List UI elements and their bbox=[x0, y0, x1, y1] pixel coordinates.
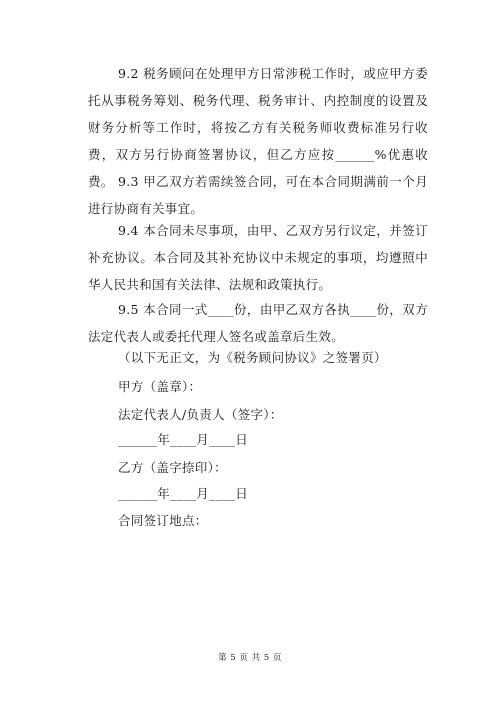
party-b-label: 乙方（盖字捺印）： bbox=[118, 460, 227, 475]
clause-9-2: 9.2 税务顾问在处理甲方日常涉税工作时，或应甲方委托从事税务筹划、税务代理、税务审计、内控制度的设置及财务分析等工作时，将按乙方有关税务师收费标准另行收费，双方另行协商签署协议，但乙方应按______%优惠收费。 bbox=[88, 66, 428, 189]
party-a-label: 甲方（盖章）： bbox=[118, 379, 202, 394]
party-a-date: ______年____月____日 bbox=[118, 432, 249, 447]
signing-place-label: 合同签订地点： bbox=[118, 513, 208, 528]
page-number-footer: 第 5 页 共 5 页 bbox=[218, 653, 282, 663]
party-b-date: ______年____月____日 bbox=[118, 486, 249, 501]
clause-9-3: 9.3 甲乙双方若需续签合同，可在本合同期满前一个月进行协商有关事宜。 bbox=[88, 174, 428, 216]
signature-page-note: （以下无正文，为《税务顾问协议》之签署页） bbox=[118, 350, 387, 365]
clause-9-4: 9.4 本合同未尽事项，由甲、乙双方另行议定，并签订补充协议。本合同及其补充协议中未规定的事项，均遵照中华人民共和国有关法律、法规和政策执行。 bbox=[88, 223, 428, 292]
legal-rep-label: 法定代表人/负责人（签字）： bbox=[118, 407, 283, 422]
clause-9-5: 9.5 本合同一式____份，由甲乙双方各执____份，双方法定代表人或委托代理人签名或盖章后生效。 bbox=[88, 302, 428, 344]
